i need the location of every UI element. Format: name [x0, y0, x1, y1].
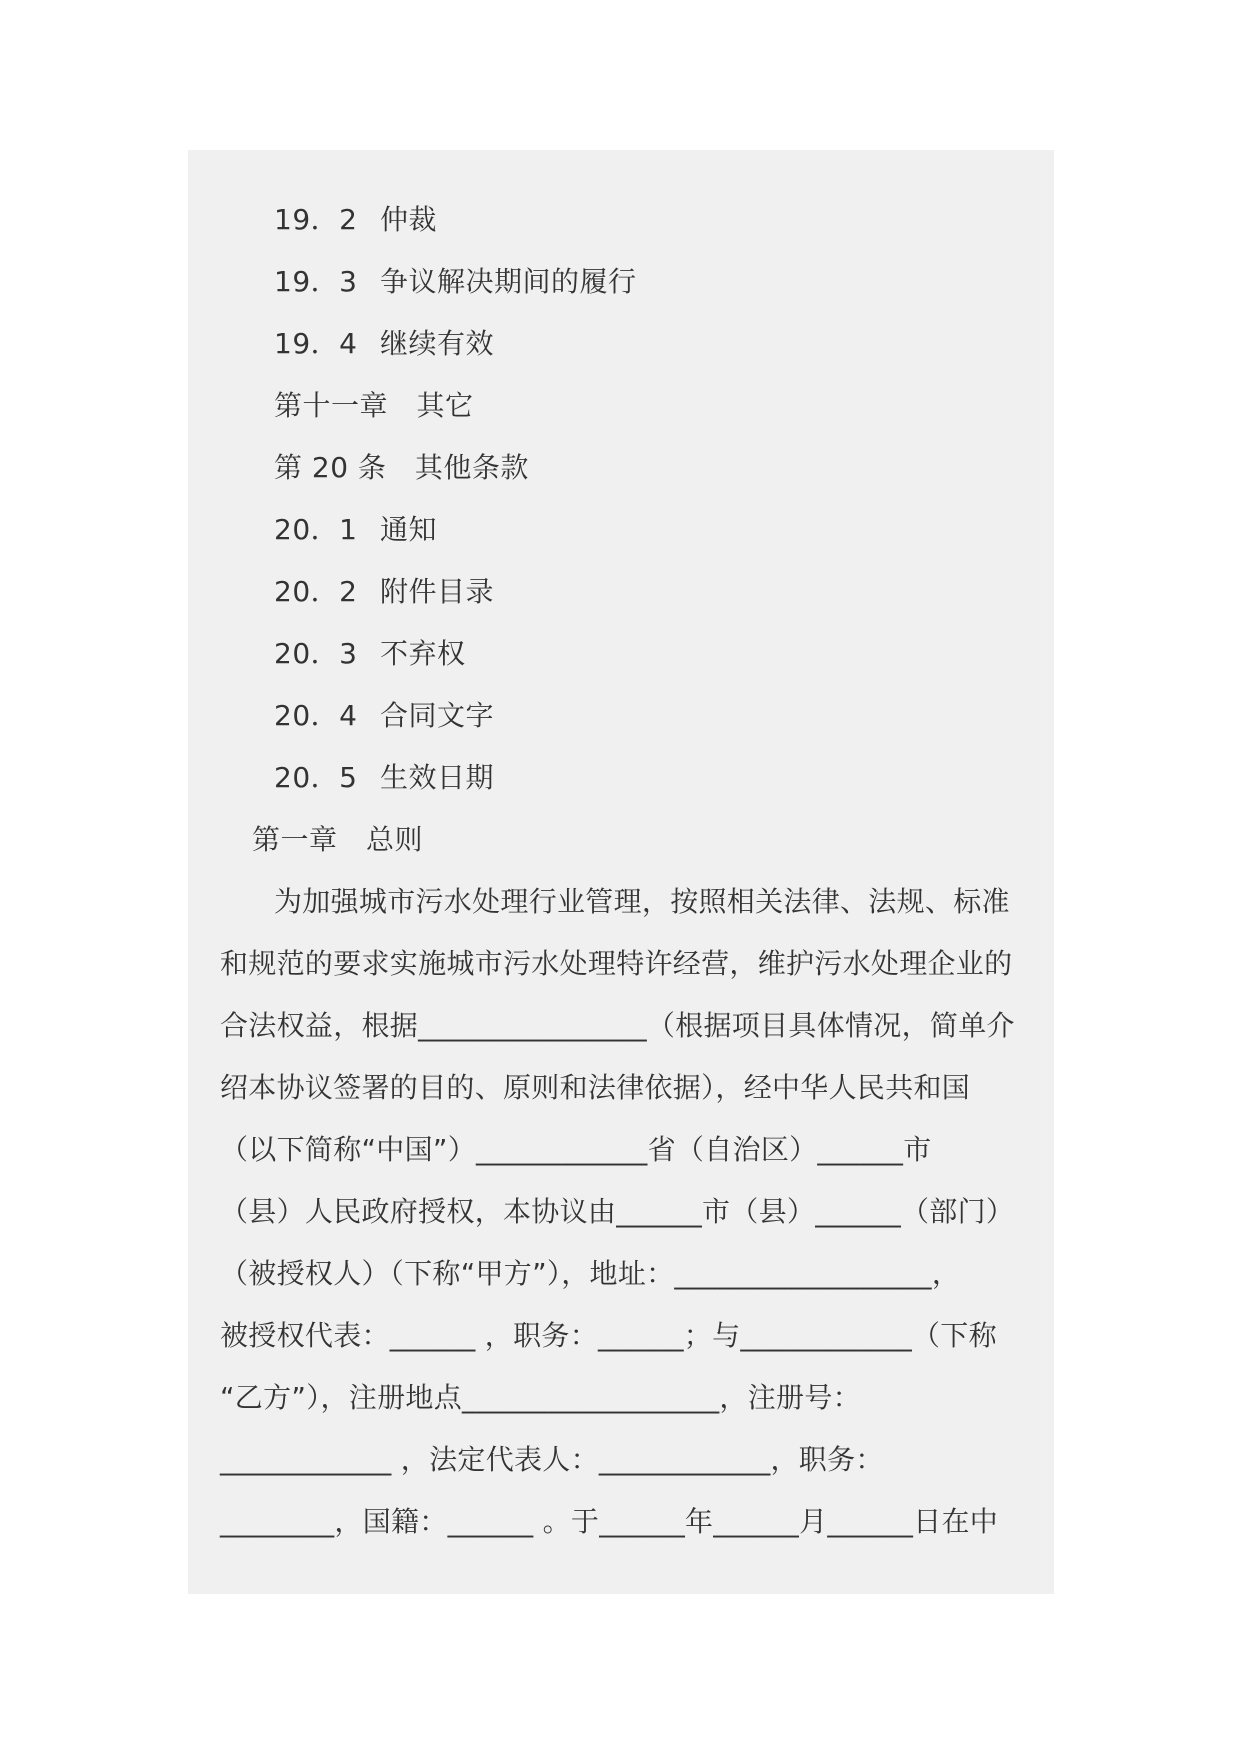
toc-number: 19．2: [274, 203, 358, 236]
toc-title: 生效日期: [380, 761, 495, 794]
chapter-heading: 第一章 总则: [252, 823, 424, 856]
toc-title: 合同文字: [380, 699, 495, 732]
paragraph-line: 合法权益，根据________________（根据项目具体情况，简单介: [220, 1009, 1015, 1042]
toc-title: 附件目录: [380, 575, 495, 608]
paragraph-line: （县）人民政府授权，本协议由______市（县）______（部门）: [220, 1195, 1015, 1228]
paragraph-line: （以下简称“中国”）____________省（自治区）______市: [220, 1133, 932, 1166]
toc-article-20: [274, 450, 529, 486]
toc-title: 通知: [380, 513, 438, 546]
toc-item-20-3: [274, 636, 466, 672]
toc-title: 第 20 条 其他条款: [274, 451, 529, 484]
paragraph-line: ____________ ，法定代表人：____________，职务：: [220, 1443, 884, 1476]
toc-number: 19．3: [274, 265, 358, 298]
toc-item-19-3: [274, 264, 637, 300]
toc-item-20-5: [274, 760, 494, 796]
paragraph-line: ________，国籍：______ 。于______年______月______日在中: [220, 1505, 999, 1538]
toc-number: 20．5: [274, 761, 358, 794]
paragraph-line: 为加强城市污水处理行业管理，按照相关法律、法规、标准: [274, 885, 1010, 918]
toc-title: 仲裁: [380, 203, 438, 236]
toc-number: 20．1: [274, 513, 358, 546]
toc-number: 20．2: [274, 575, 358, 608]
toc-title: 继续有效: [380, 327, 495, 360]
paragraph-line: 被授权代表：______ ，职务：______；与____________（下称: [220, 1319, 997, 1352]
document-page: [188, 150, 1054, 1594]
toc-number: 20．4: [274, 699, 358, 732]
toc-item-20-4: [274, 698, 494, 734]
toc-number: 19．4: [274, 327, 358, 360]
toc-title: 不弃权: [380, 637, 466, 670]
toc-item-20-2: [274, 574, 494, 610]
toc-item-19-4: [274, 326, 494, 362]
paragraph-line: “乙方”），注册地点__________________，注册号：: [220, 1381, 861, 1414]
toc-item-19-2: [274, 202, 437, 238]
paragraph-line: 绍本协议签署的目的、原则和法律依据），经中华人民共和国: [220, 1071, 971, 1104]
toc-item-20-1: [274, 512, 437, 548]
toc-title: 第十一章 其它: [274, 389, 474, 422]
toc-number: 20．3: [274, 637, 358, 670]
toc-chapter-11: [274, 388, 474, 424]
paragraph-line: （被授权人）（下称“甲方”），地址：__________________，: [220, 1257, 961, 1290]
paragraph-line: 和规范的要求实施城市污水处理特许经营，维护污水处理企业的: [220, 947, 1013, 980]
toc-title: 争议解决期间的履行: [380, 265, 637, 298]
